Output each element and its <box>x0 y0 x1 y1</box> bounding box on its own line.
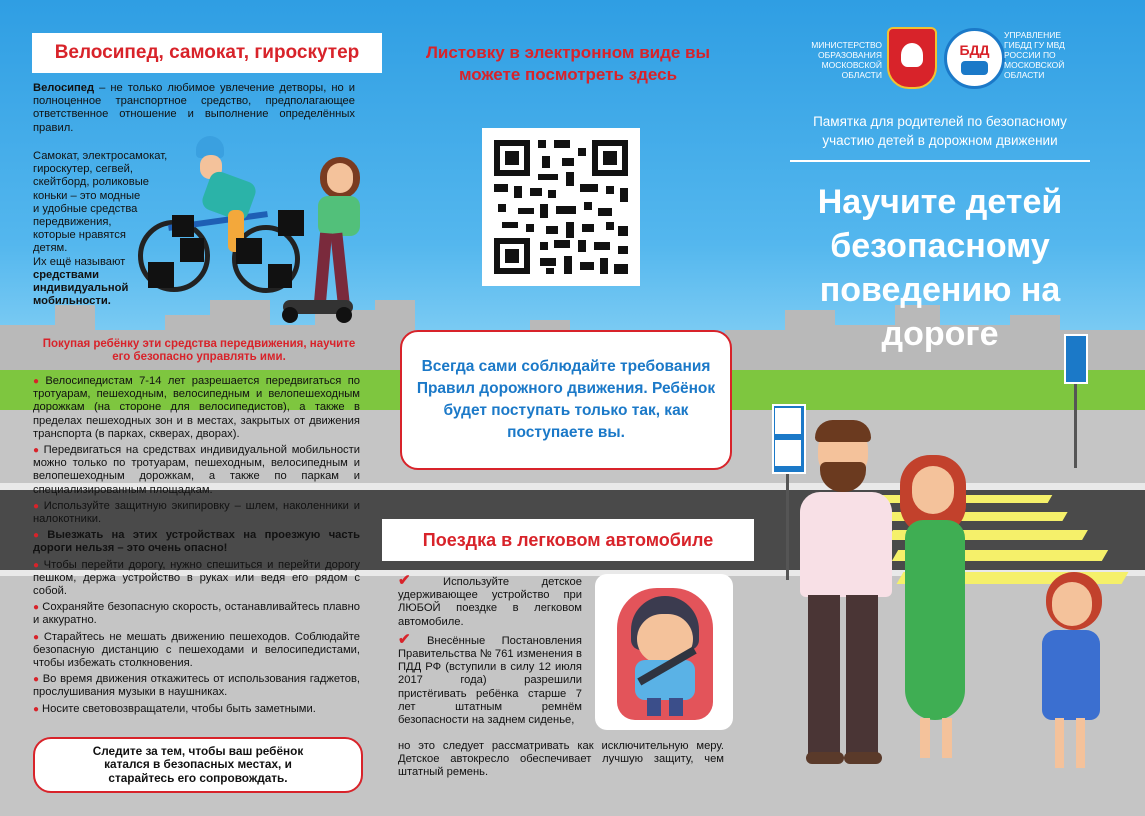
rule-box-text: Всегда сами соблюдайте требования Правил дорожного движения. Ребёнок будет поступать только так, как поступаете вы. <box>416 358 716 441</box>
bullet-item: Чтобы перейти дорогу, нужно спешиться и перейти дорогу пешком, держа устройство в руках или ведя его рядом с собой. <box>33 558 360 598</box>
bullet-item: Сохраняйте безопасную скорость, останавливайтесь плавно и аккуратно. <box>33 601 360 627</box>
car-text <box>398 574 582 727</box>
intro-rest: – не только любимое увлечение детворы, но и полноценное транспортное средство, предполагающее ответственное отношение и выполнение определённых правил. <box>33 82 355 134</box>
p2-line: Самокат, электросамокат, <box>33 150 168 162</box>
p2-line: коньки – это модные <box>33 189 141 202</box>
memo-underline <box>790 160 1090 162</box>
p2-line: которые нравятся <box>33 229 126 242</box>
bullet-item: Велосипедистам 7-14 лет разрешается передвигаться по тротуарам, пешеходным, велосипедным и велопешеходным дорожкам (на стороне для велосипедистов), а также в пределах пешеходных зон и в местах, закрытых от движения транспорта (в парках, скверах, дворах). <box>33 375 360 440</box>
car-seat-illustration <box>595 574 733 730</box>
bullet-item: Передвигаться на средствах индивидуальной мобильности можно только по тротуарам, пешеходным, велосипедным и велопешеходным дорожкам, а также по паркам и специализированным площадкам. <box>33 444 361 496</box>
left-title: Велосипед, самокат, гироскутер <box>32 33 382 73</box>
p2-line: скейтборд, роликовые <box>33 176 149 189</box>
p2-line: детям. <box>33 242 68 255</box>
memo-text: Памятка для родителей по безопасному участию детей в дорожном движении <box>813 114 1067 148</box>
gibdd-text: УПРАВЛЕНИЕ ГИБДД ГУ МВД РОССИИ ПО МОСКОВСКОЙ ОБЛАСТИ <box>1004 30 1065 80</box>
bullet-item: Во время движения откажитесь от использования гаджетов, прослушивания музыки в наушниках. <box>33 673 360 699</box>
headline: Научите детей безопасному поведению на дороге <box>817 183 1063 353</box>
ministry-text: МИНИСТЕРСТВО ОБРАЗОВАНИЯ МОСКОВСКОЙ ОБЛАСТИ <box>811 40 882 80</box>
bottom-box-text: Следите за тем, чтобы ваш ребёнок катался в безопасных местах, и старайтесь его сопровождать. <box>92 743 304 785</box>
check-icon: ✔ <box>398 572 411 589</box>
check-icon: ✔ <box>398 630 411 648</box>
p2-line: гироскутер, сегвей, <box>33 163 133 176</box>
car-p1: Используйте детское удерживающее устройство при ЛЮБОЙ поездке в легковом автомобиле. <box>398 576 583 628</box>
left-intro <box>33 82 355 135</box>
bullet-item: Используйте защитную экипировку – шлем, наколенники и налокотники. <box>33 499 360 526</box>
p2-line: и удобные средства <box>33 202 138 215</box>
car-p2a: Внесённые Постановления Правительства № 761 изменения в ПДД РФ (вступили в силу 12 июля 2017 года) разрешили пристёгивать ребёнка старше 7 лет штатным ремнём безопасности на заднем сиденье, <box>398 634 582 727</box>
p3-bold: средствами индивидуальной мобильности. <box>33 268 129 308</box>
rule-box <box>400 330 732 470</box>
moscow-region-emblem <box>887 27 937 89</box>
left-bottom-box <box>33 737 363 793</box>
left-warning: Покупая ребёнку эти средства передвижения, научите его безопасно управлять ими. <box>42 338 356 364</box>
qr-code-icon <box>482 128 640 286</box>
car-text-cont: но это следует рассматривать как исключительную меру. Детское автокресло обеспечивает лучшую защиту, чем штатный ремень. <box>398 740 724 779</box>
intro-bold: Велосипед <box>33 82 95 94</box>
bullet-item: Выезжать на этих устройствах на проезжую часть дороги нельзя – это очень опасно! <box>33 529 360 555</box>
bullet-item: Старайтесь не мешать движению пешеходов. Соблюдайте безопасную дистанцию с пешеходами и велосипедистами, чтобы избежать столкновения. <box>33 630 361 670</box>
bdd-badge: БДД <box>959 42 990 58</box>
bullet-item: Носите световозвращатели, чтобы быть заметными. <box>42 702 316 715</box>
p2-line: передвижения, <box>33 216 112 229</box>
bdd-emblem <box>944 28 1005 89</box>
car-title: Поездка в легковом автомобиле <box>382 519 754 561</box>
qr-caption: Листовку в электронном виде вы можете посмотреть здесь <box>425 43 711 84</box>
left-bullets: ● Велосипедистам 7-14 лет разрешается передвигаться по тротуарам, пешеходным, велосипедным и велопешеходным дорожкам (на стороне для велосипедистов), а также в пределах пешеходных зон и в местах, закрытых от движения транспорта (в парках, скверах, дворах). ● Передвигаться на средствах индивидуальной мобильности можно только по тротуарам, пешеходным, велосипедным и велопешеходным дорожкам, а также по паркам и специализированным площадкам. ● Используйте защитную экипировку – шлем, наколенники и налокотники. ● Выезжать на этих устройствах на проезжую часть дороги нельзя – это очень опасно! ● Чтобы перейти дорогу, нужно спешиться и перейти дорогу пешком, держа устройство в руках или ведя его рядом с собой. ● Сохраняйте безопасную скорость, останавливайтесь плавно и аккуратно. ● Старайтесь не мешать движению пешеходов. Соблюдайте безопасную дистанцию с пешеходами и велосипедистами, чтобы избежать столкновения. ● Во время движения откажитесь от использования гаджетов, прослушивания музыки в наушниках. ● Носите световозвращатели, чтобы быть заметными. <box>33 375 361 715</box>
p3-start: Их ещё называют <box>33 255 126 268</box>
qr-code <box>482 128 640 286</box>
